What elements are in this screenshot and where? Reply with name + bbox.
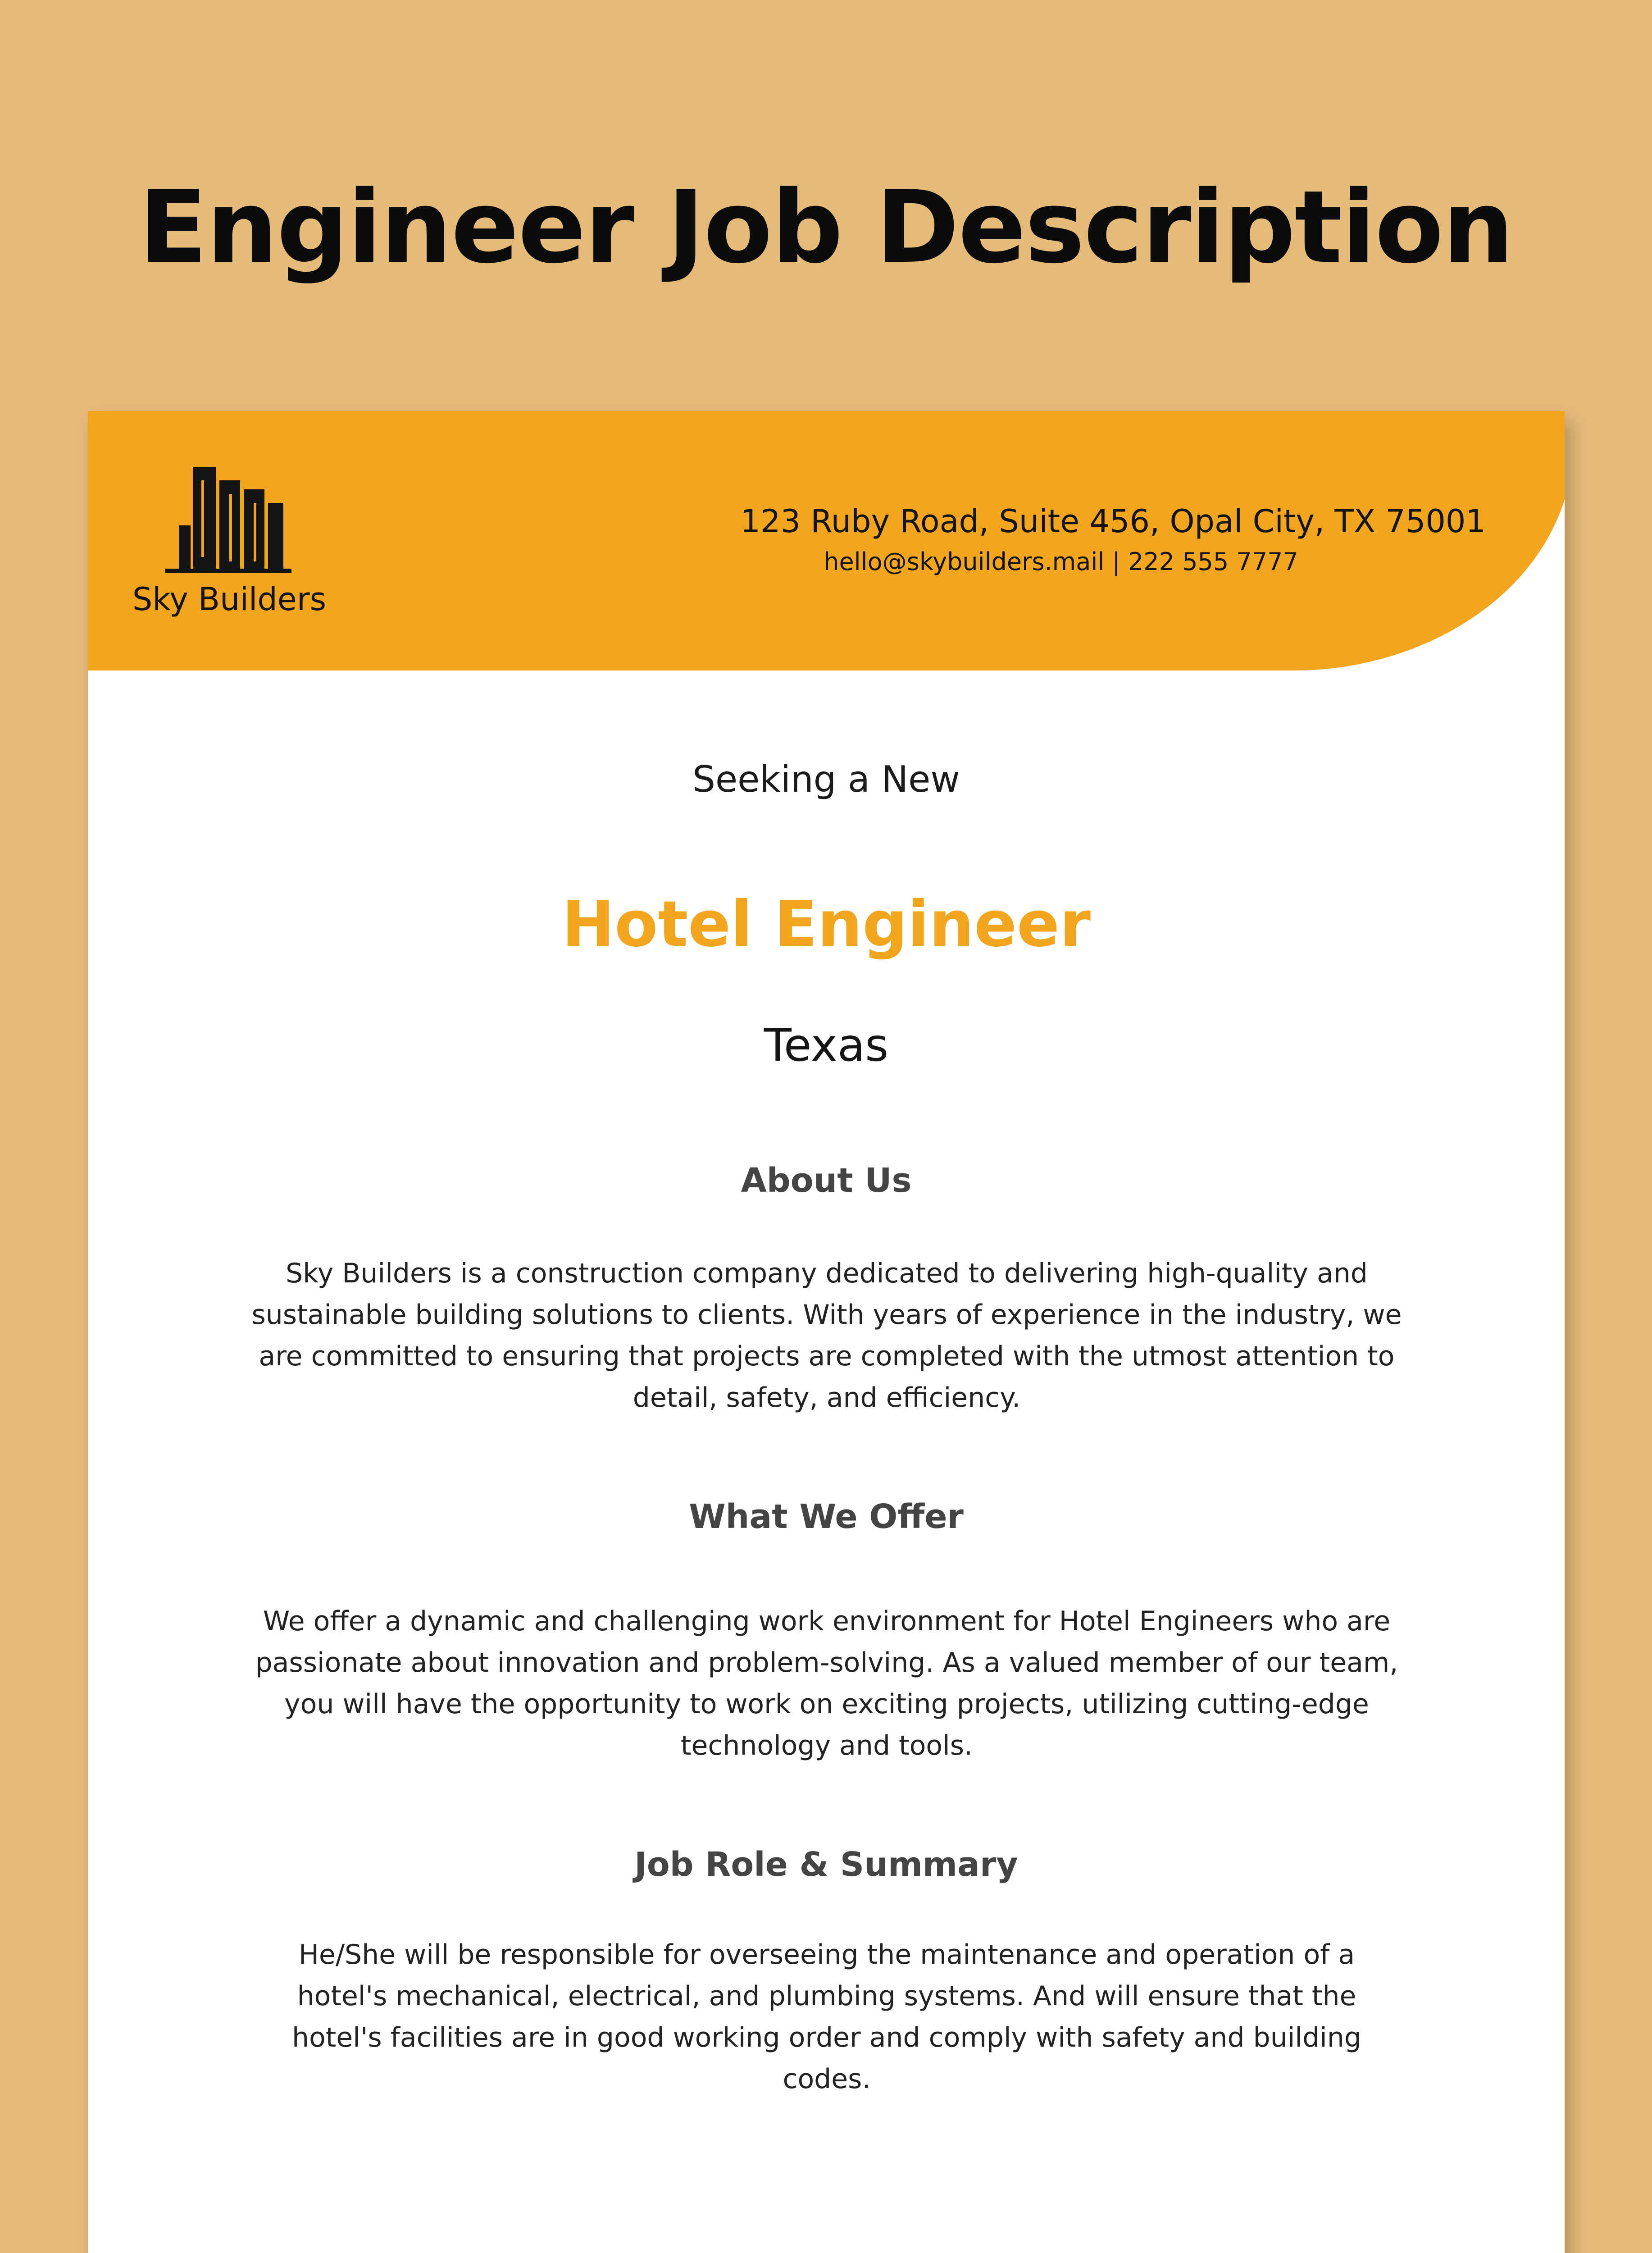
what-we-offer-body: We offer a dynamic and challenging work environment for Hotel Engineers who are passionate about innovation and problem-solving. As a valued member of our team, you will have the opportunity to work on exciting projects, utilizing cutting-edge technology and tools. [255, 1605, 1398, 1761]
job-role-body: He/She will be responsible for overseeing the maintenance and operation of a hotel's mechanical, electrical, and plumbing systems. And will ensure that the hotel's facilities are in good working order and comply with safety and building codes. [292, 1939, 1361, 2095]
company-contact: hello@skybuilders.mail | 222 555 7777 [824, 547, 1298, 576]
posting-intro: Seeking a New [692, 758, 960, 800]
job-description-sheet [88, 411, 1565, 2253]
about-us-body: Sky Builders is a construction company dedicated to delivering high-quality and sustainable building solutions to clients. With years of experience in the industry, we are committed to ensuring that projects are completed with the utmost attention to detail, safety, and efficiency. [251, 1258, 1402, 1414]
page-title: Engineer Job Description [139, 169, 1513, 286]
what-we-offer-heading: What We Offer [689, 1497, 964, 1536]
job-location: Texas [764, 1019, 889, 1072]
company-address: 123 Ruby Road, Suite 456, Opal City, TX 75001 [740, 503, 1486, 540]
company-logo [126, 462, 333, 618]
header-curve-decoration [1294, 411, 1565, 675]
about-us-heading: About Us [741, 1161, 912, 1200]
company-name: Sky Builders [132, 581, 327, 618]
city-buildings-icon [165, 462, 291, 575]
job-title: Hotel Engineer [561, 888, 1091, 961]
job-role-heading: Job Role & Summary [634, 1845, 1018, 1884]
